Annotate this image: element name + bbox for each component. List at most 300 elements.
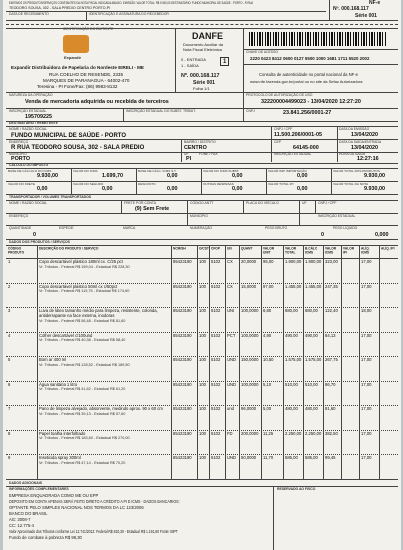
product-description: Água sanitária 1 litro <box>39 381 78 387</box>
cell-ncm: 85423190 <box>173 381 192 387</box>
emitter-address: RUA COELHO DE RESENDE, 2335 <box>49 72 124 77</box>
gross-weight: 0 <box>321 232 324 238</box>
product-tax-note: Vr. Tributos - Federal R$ 56,48 - Estadual R$ 81,60 <box>39 318 126 323</box>
emitter-name: Expandir Distribuidora de Papelaria do Nordeste EIRELI - ME <box>11 65 144 70</box>
cell-bc: 1.455,00 <box>305 283 322 289</box>
receipt-header-line2: TEODORO SOUSA, 302 - SALA PREDIO CENTRO PORTO-PI <box>9 6 111 10</box>
cell-ncm: 85423190 <box>173 430 192 436</box>
transport-ie-label: INSCRIÇÃO ESTADUAL <box>318 214 356 218</box>
tax-label: VALOR DO SEGURO <box>73 182 104 186</box>
product-tax-note: Vr. Tributos - Federal R$ 159,04 - Estadual R$ 228,30 <box>39 264 130 269</box>
danfe-number: Nº. 000.168.117 <box>181 73 220 79</box>
tax-value: 0,00 <box>167 186 178 192</box>
cell-cst: 100 <box>199 332 206 338</box>
cell-icms: 267,75 <box>325 357 338 362</box>
cell-ncm: 85423190 <box>173 308 192 313</box>
exit-time-label: HORA DA SAÍDA <box>339 152 366 156</box>
tax-value: 9.930,00 <box>364 173 385 179</box>
cell-un: PCT <box>227 332 236 338</box>
column-header: CFOP <box>211 247 220 251</box>
city-label: MUNICÍPIO <box>9 152 27 156</box>
cnpj-label: CNPJ <box>246 109 255 113</box>
cell-unit: 11,25 <box>263 430 274 436</box>
column-header: VALOR TOTAL <box>285 247 297 255</box>
cell-cfop: 5102 <box>211 430 221 436</box>
tax-value: 0,00 <box>297 173 308 179</box>
logo-text: Expandir <box>64 55 82 60</box>
info-line: Fundo de combate à pobreza R$ 99,30 <box>9 535 82 540</box>
tax-value: 0,00 <box>102 186 113 192</box>
divider <box>71 181 72 194</box>
product-tax-note: Vr. Tributos - Federal R$ 119,75 - Estadual R$ 174,60 <box>39 289 130 294</box>
divider <box>337 126 338 162</box>
cell-code: 2 <box>8 283 11 289</box>
cell-unit: 97,00 <box>263 283 274 289</box>
emitter-district: MARQUES DE PARANAGUA - 64002-470 <box>43 78 130 83</box>
cell-un: CX <box>227 283 233 289</box>
cell-icms: 247,35 <box>325 283 338 289</box>
column-header: ALÍQ. IPI <box>381 247 395 251</box>
cell-cfop: 5102 <box>211 381 221 387</box>
tax-value: 0,00 <box>232 186 243 192</box>
divider <box>175 28 176 92</box>
transport-city-label: MUNICÍPIO <box>190 214 208 218</box>
cell-icms: 122,40 <box>325 308 338 313</box>
tax-value: 1.699,70 <box>102 173 123 179</box>
cell-unit: 95,00 <box>263 259 274 264</box>
product-tax-note: Vr. Tributos - Federal R$ 40,38 - Estadual R$ 58,40 <box>39 338 126 343</box>
divider <box>6 121 398 122</box>
cell-qty: 200,0000 <box>241 430 259 436</box>
cell-cst: 100 <box>199 283 206 289</box>
cell-bc: 585,00 <box>305 455 318 460</box>
cell-total: 1.900,00 <box>285 259 302 264</box>
divider <box>86 11 87 20</box>
info-line: CC: 12.775-4 <box>9 523 34 528</box>
numbering-label: NUMERAÇÃO <box>190 226 213 230</box>
divider <box>201 168 202 181</box>
cell-cfop: 5102 <box>211 406 221 411</box>
species-label: ESPÉCIE <box>59 226 74 230</box>
product-tax-note: Vr. Tributos - Federal R$ 41,62 - Estadual R$ 61,20 <box>39 387 126 392</box>
product-description: Pano de limpeza alvejado, absorvente, medindo aprox. 90 x 60 cm <box>39 406 163 411</box>
tax-label: VALOR TOTAL DA NOTA <box>333 182 369 186</box>
cell-desc <box>39 358 173 367</box>
stub-nfe-label: NF-e <box>369 0 381 6</box>
tax-value: 0,00 <box>37 186 48 192</box>
access-key-barcode <box>249 32 387 46</box>
cell-qty: 96,0000 <box>241 406 257 411</box>
cell-un: und <box>227 406 234 411</box>
cell-aicms: 18,00 <box>361 308 372 313</box>
receipt-header-line1: EMITIMOS OS PRODUTOS/SERVIÇOS CONSTANTES DA NOTA FISCAL INDICADA ABAIXO. EMISSÃO: VALOR TOTAL: R$ 9.930,00 DESTINATÁRIO: FUNDO MUNICIPAL DE SAÚDE - PORTO - R RUA <box>9 1 254 5</box>
product-tax-note: Vr. Tributos - Federal R$ 128,52 - Estadual R$ 189,50 <box>39 362 130 367</box>
cell-ncm: 85423190 <box>173 455 192 460</box>
divider <box>6 92 398 93</box>
carrier-name-label: NOME / RAZÃO SOCIAL <box>9 201 48 205</box>
district-label: BAIRRO / DISTRITO <box>184 140 216 144</box>
product-tax-note: Vr. Tributos - Federal R$ 39,13 - Estadual R$ 57,60 <box>39 411 126 416</box>
uf-label: UF <box>184 152 189 156</box>
danfe-title: DANFE <box>192 31 223 41</box>
product-tax-note: Vr. Tributos - Federal R$ 47,14 - Estadual R$ 70,20 <box>39 460 126 465</box>
cell-ncm: 85423190 <box>173 406 192 411</box>
cell-desc <box>39 383 173 392</box>
cell-total: 680,00 <box>285 308 298 313</box>
cell-icms: 99,45 <box>325 455 336 460</box>
transport-address-label: ENDEREÇO <box>9 214 29 218</box>
cnpj-value: 23.841.256/0001-27 <box>283 110 332 116</box>
divider <box>331 181 332 194</box>
cell-cst: 100 <box>199 381 206 387</box>
net-weight: 0,000 <box>375 232 389 238</box>
cell-code: 1 <box>8 259 11 264</box>
tax-label: BASE DE CÁLCULO DO ICMS <box>8 169 52 173</box>
cell-desc <box>39 456 173 465</box>
cell-unit: 11,70 <box>263 455 274 460</box>
divider <box>341 246 342 479</box>
plate-label: PLACA DO VEÍCULO <box>246 201 279 205</box>
column-header: VALOR ICMS <box>325 247 337 255</box>
info-line: AG: 3008-7 <box>9 517 31 522</box>
cell-bc: 680,00 <box>305 308 318 313</box>
cell-un: FD <box>227 430 233 436</box>
protocol-value: 322200004499023 - 13/04/2020 12:27:20 <box>261 99 361 105</box>
issue-date: 13/04/2020 <box>351 132 378 138</box>
divider <box>71 168 72 181</box>
cell-bc: 1.900,00 <box>305 259 322 264</box>
divider <box>243 200 244 213</box>
divider <box>6 163 398 164</box>
city: PORTO <box>11 156 31 162</box>
divider <box>123 108 124 121</box>
cell-code: 7 <box>8 406 11 411</box>
receipt-date-label: DATA DE RECEBIMENTO <box>9 12 49 16</box>
divider <box>243 64 398 65</box>
tax-label: VALOR IMP. IMPORTAÇÃO <box>268 169 307 173</box>
consult-text-2: www.nfe.fazenda.gov.br/portal ou no site da Sefaz Autorizadora <box>250 79 363 84</box>
cell-code: 9 <box>8 455 11 460</box>
nature-label: NATUREZA DA OPERAÇÃO <box>9 93 53 97</box>
divider <box>187 200 188 213</box>
phone-label: FONE / FAX <box>199 152 218 156</box>
cell-total: 585,00 <box>285 455 298 460</box>
operation-type-value: 1 <box>223 59 227 65</box>
cell-cfop: 5102 <box>211 308 221 313</box>
tax-value: 9.930,00 <box>364 186 385 192</box>
protocol-label: PROTOCOLO DE AUTORIZAÇÃO DE USO <box>246 93 313 97</box>
cell-aicms: 17,00 <box>361 406 372 411</box>
cell-qty: 100,0000 <box>241 308 259 313</box>
cell-cfop: 5102 <box>211 283 221 289</box>
cell-qty: 150,0000 <box>241 357 259 362</box>
divider <box>6 28 398 29</box>
emitter-city-phone: Teresina - PI Fone/Fax: (86) 9983-8132 <box>37 84 118 89</box>
divider <box>243 92 244 108</box>
cell-cfop: 5102 <box>211 332 221 338</box>
column-header: B.CÁLC ICMS <box>305 247 318 255</box>
divider <box>225 246 226 479</box>
divider <box>303 246 304 479</box>
access-key: 2220 0423 8412 0600 0127 5500 1000 1681 1711 5520 2002 <box>250 56 370 61</box>
product-description: Copo descartável plástico 50ml cx c/50pct <box>39 283 118 289</box>
divider <box>6 11 326 12</box>
cell-code: 3 <box>8 308 11 313</box>
cell-ncm: 85423190 <box>173 332 192 338</box>
additional-section-title: DADOS ADICIONAIS <box>9 481 43 485</box>
tax-label: VALOR DO FRETE <box>8 182 35 186</box>
cell-qty: 100,0000 <box>241 332 259 338</box>
cell-icms: 382,50 <box>325 430 338 436</box>
recipient-name: FUNDO MUNICIPAL DE SAÚDE - PORTO <box>11 133 127 139</box>
cell-un: UND <box>227 455 237 460</box>
cell-aicms: 17,00 <box>361 430 372 436</box>
divider <box>197 246 198 479</box>
gross-weight-label: PESO BRUTO <box>265 226 288 230</box>
cell-un: UND <box>227 381 237 387</box>
product-description: Colher descartável c/100und <box>39 332 93 338</box>
cut-line <box>6 24 398 25</box>
divider <box>239 246 240 479</box>
divider <box>201 181 202 194</box>
cell-desc <box>39 432 173 441</box>
danfe-subtitle-2: Nota Fiscal Eletrônica <box>183 47 222 52</box>
danfe-document <box>3 0 401 550</box>
divider <box>6 108 398 109</box>
transport-uf-label: UF <box>302 201 307 205</box>
tax-label: VALOR DO ICMS <box>73 169 98 173</box>
divider <box>323 246 324 479</box>
product-description: Inseticida spray 300ml <box>39 455 81 460</box>
divider <box>136 168 137 181</box>
column-header: CÓDIGO PRODUTO <box>8 247 25 255</box>
cell-cst: 100 <box>199 406 206 411</box>
product-description: Luva de látex tamanho médio para limpeza, resistente, colorida, antiderrapante na face externa, inodoras <box>39 308 158 318</box>
net-weight-label: PESO LÍQUIDO <box>333 226 358 230</box>
product-description: Papel toalha interfolhado <box>39 430 86 436</box>
recipient-address: R RUA TEODORO SOUSA, 302 - SALA PREDIO <box>11 145 145 151</box>
divider <box>271 126 272 162</box>
cell-code: 6 <box>8 381 11 387</box>
uf: PI <box>186 156 192 162</box>
cell-desc <box>39 260 173 269</box>
cell-cst: 100 <box>199 357 206 362</box>
cell-icms: 86,70 <box>325 381 336 387</box>
stub-nfe-number: Nº. 000.168.117 <box>333 6 369 12</box>
divider <box>6 181 398 182</box>
divider <box>261 246 262 479</box>
divider <box>6 479 398 480</box>
cell-desc <box>39 309 173 323</box>
cell-desc <box>39 407 173 416</box>
divider <box>37 246 38 479</box>
cell-qty: 50,0000 <box>241 455 257 460</box>
cep: 64145-000 <box>293 145 319 151</box>
cell-unit: 10,50 <box>263 357 274 362</box>
column-header: DESCRIÇÃO DO PRODUTO / SERVIÇO <box>39 247 99 251</box>
cell-code: 4 <box>8 332 11 338</box>
cell-aicms: 17,00 <box>361 381 372 387</box>
tax-label: VALOR TOTAL IPI <box>268 182 294 186</box>
column-header: ALÍQ. ICMS <box>361 247 370 255</box>
state-reg-value: 195709225 <box>25 114 52 120</box>
state-reg-sub-label: INSCRIÇÃO ESTADUAL DO SUBST. TRIBUT. <box>126 109 196 113</box>
cep-label: CEP <box>274 140 281 144</box>
cell-total: 1.575,00 <box>285 357 302 362</box>
receiver-signature-label: IDENTIFICAÇÃO E ASSINATURA DO RECEBEDOR <box>89 12 169 16</box>
company-logo <box>63 35 89 53</box>
cell-aicms: 17,00 <box>361 357 372 362</box>
tax-value: 0,00 <box>297 186 308 192</box>
divider <box>283 246 284 479</box>
cell-bc: 2.250,00 <box>305 430 322 436</box>
products-section-title: DADOS DOS PRODUTOS / SERVIÇOS <box>9 240 70 244</box>
info-line: DEPOSITO EM CONTA APENAS SERÁ FEITO DIRETO A CRÉDITO A PI E ICMS - DADOS BANCARIOS: <box>9 499 180 504</box>
recipient-address-label: ENDEREÇO <box>9 140 29 144</box>
tax-label: VALOR DO ICMS SUBST. <box>203 169 240 173</box>
tax-label: DESCONTO <box>138 182 156 186</box>
divider <box>136 181 137 194</box>
cell-icms: 84,13 <box>325 332 336 338</box>
danfe-subtitle-1: Documento Auxiliar da <box>183 42 224 47</box>
transport-section-title: TRANSPORTADOR / VOLUMES TRANSPORTADOS <box>9 195 92 199</box>
divider <box>331 168 332 181</box>
danfe-sheet: Folha 1/1 <box>193 86 210 91</box>
cell-code: 8 <box>8 430 11 436</box>
cell-desc <box>39 334 173 343</box>
state-reg-label: INSCRIÇÃO ESTADUAL <box>9 109 47 113</box>
reserved-fisco-label: RESERVADO AO FISCO <box>277 487 316 491</box>
info-line: OPTANTE PELO SIMPLES NACIONAL NOS TERMOS DA LC 123/2006 <box>9 505 144 510</box>
cell-bc: 490,00 <box>305 332 318 338</box>
divider <box>243 108 244 121</box>
divider <box>171 246 172 479</box>
cell-ncm: 85423190 <box>173 283 192 289</box>
cell-cfop: 5102 <box>211 455 221 460</box>
product-tax-note: Vr. Tributos - Federal R$ 183,60 - Estadual R$ 270,00 <box>39 436 130 441</box>
divider <box>181 139 182 162</box>
tax-value: 0,00 <box>232 173 243 179</box>
divider <box>243 28 244 92</box>
cell-icms: 323,00 <box>325 259 338 264</box>
info-line: Valor Aproximado dos Tributos conforme Lei 12.741/2012: Federal R$ 810,30 - Estadual R$ 1.191,60 Fonte: IBPT <box>9 529 178 534</box>
access-key-label: CHAVE DE ACESSO <box>246 50 278 54</box>
cell-cfop: 5102 <box>211 357 221 362</box>
cell-un: UND <box>227 357 237 362</box>
cell-qty: 20,0000 <box>241 259 257 264</box>
column-header: O/CST <box>199 247 209 251</box>
brand-label: MARCA <box>123 226 136 230</box>
cell-bc: 510,00 <box>305 381 318 387</box>
emitter-id-label: IDENTIFICAÇÃO DO EMITENTE <box>63 27 114 31</box>
info-line: BANCO DO BRASIL <box>9 511 48 516</box>
divider <box>273 486 274 550</box>
cell-un: CX <box>227 259 233 264</box>
cell-unit: 5,10 <box>263 381 272 387</box>
exit-date: 13/04/2020 <box>351 145 378 151</box>
divider <box>329 0 330 20</box>
cell-total: 510,00 <box>285 381 298 387</box>
divider <box>266 181 267 194</box>
cell-icms: 81,60 <box>325 406 336 411</box>
divider <box>187 213 188 225</box>
transport-cnpj-label: CNPJ / CPF <box>318 201 337 205</box>
tax-label: OUTRAS DESPESAS <box>203 182 234 186</box>
tax-value: 0,00 <box>167 173 178 179</box>
tax-label: BASE DE CÁLC. ICMS S.T. <box>138 169 177 173</box>
danfe-series: Série 001 <box>193 80 215 86</box>
divider <box>209 246 210 479</box>
exit-label: 1 - SAÍDA <box>181 63 199 68</box>
recipient-ie-label: INSCRIÇÃO ESTADUAL <box>274 152 312 156</box>
cell-ncm: 85423190 <box>173 259 192 264</box>
column-header: QUANT <box>241 247 253 251</box>
cell-desc <box>39 285 173 294</box>
tax-label: VALOR TOTAL DOS PRODUTOS <box>333 169 380 173</box>
product-description: Bom ar 400 ml <box>39 357 67 362</box>
column-header: VALOR IPI <box>343 247 355 255</box>
divider <box>359 246 360 479</box>
qty-value: 0 <box>33 232 36 238</box>
exit-date-label: DATA DA SAÍDA/ENTRADA <box>339 140 382 144</box>
recipient-name-label: NOME / RAZÃO SOCIAL <box>9 127 48 131</box>
column-header: NCM/SH <box>173 247 186 251</box>
divider <box>315 200 316 213</box>
nature-value: Venda de mercadoria adquirida ou recebida de terceiros <box>25 99 169 105</box>
freight-value: (9) Sem Frete <box>135 206 170 212</box>
tax-value: 9.930,00 <box>37 173 58 179</box>
cell-qty: 15,0000 <box>241 283 257 289</box>
cell-total: 490,00 <box>285 332 298 338</box>
column-header: VALOR UNIT <box>263 247 275 255</box>
cell-aicms: 17,00 <box>361 259 372 264</box>
divider <box>121 200 122 213</box>
cell-total: 480,00 <box>285 406 298 411</box>
freight-label: FRETE POR CONTA <box>124 201 156 205</box>
cell-aicms: 17,00 <box>361 283 372 289</box>
cell-total: 2.250,00 <box>285 430 302 436</box>
antt-label: CÓDIGO ANTT <box>190 201 214 205</box>
issue-date-label: DATA DA EMISSÃO <box>339 127 370 131</box>
cell-cst: 100 <box>199 430 206 436</box>
cell-ncm: 85423190 <box>173 357 192 362</box>
district: CENTRO <box>184 145 207 151</box>
cell-aicms: 17,00 <box>361 332 372 338</box>
consult-text-1: Consulta de autenticidade no portal nacional da NF-e <box>259 72 358 77</box>
cell-aicms: 17,00 <box>361 455 372 460</box>
qty-label: QUANTIDADE <box>9 226 32 230</box>
cell-cst: 100 <box>199 308 206 313</box>
cell-total: 1.455,00 <box>285 283 302 289</box>
product-description: Copo descartável plástico 180ml cx. C/25 pct <box>39 259 123 264</box>
exit-time: 12:27:16 <box>357 156 379 162</box>
cell-un: UNI <box>227 308 235 313</box>
recipient-cnpj: 11.500.206/0001-05 <box>274 132 322 138</box>
entry-label: 0 - ENTRADA <box>181 57 206 62</box>
cell-cst: 100 <box>199 259 206 264</box>
divider <box>379 246 380 479</box>
cell-bc: 480,00 <box>305 406 318 411</box>
cell-code: 5 <box>8 357 11 362</box>
cell-unit: 4,90 <box>263 332 272 338</box>
cell-cfop: 5102 <box>211 259 221 264</box>
cell-unit: 5,00 <box>263 406 272 411</box>
cell-cst: 100 <box>199 455 206 460</box>
divider <box>266 168 267 181</box>
recipient-cnpj-label: CNPJ / CPF <box>274 127 293 131</box>
cell-bc: 1.575,00 <box>305 357 322 362</box>
recipient-section-title: DESTINATÁRIO / REMETENTE <box>9 121 58 125</box>
